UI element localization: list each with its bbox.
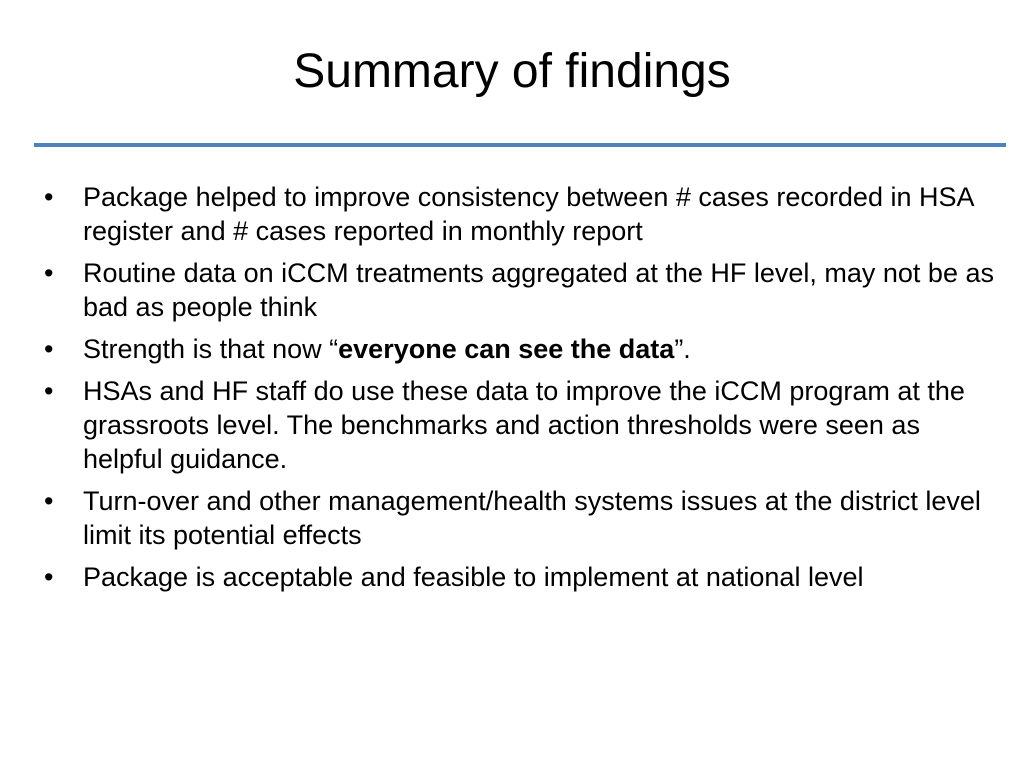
bullet-item xyxy=(44,180,994,248)
bullet-item xyxy=(44,332,994,366)
bullet-text: HSAs and HF staff do use these data to improve the iCCM program at the grassroots level. The benchmarks and action thresholds were seen as helpful guidance. xyxy=(83,376,965,474)
bullet-text: Turn-over and other management/health systems issues at the district level limit its potential effects xyxy=(83,486,981,550)
bullet-text-prefix: Strength is that now “ xyxy=(83,334,339,364)
bullet-text: Routine data on iCCM treatments aggregated at the HF level, may not be as bad as people think xyxy=(83,258,994,322)
bullet-dot-icon: • xyxy=(44,562,54,592)
bullet-dot-icon: • xyxy=(44,258,54,288)
bullet-item xyxy=(44,484,994,552)
bullet-item xyxy=(44,374,994,476)
bullet-text-suffix: ”. xyxy=(674,334,691,364)
bullet-dot-icon: • xyxy=(44,486,54,516)
bullet-list xyxy=(44,180,994,602)
bullet-text: Package helped to improve consistency between # cases recorded in HSA register and # cases reported in monthly report xyxy=(83,182,974,246)
bullet-text xyxy=(83,332,994,366)
bullet-dot-icon: • xyxy=(44,376,54,406)
bullet-text: Package is acceptable and feasible to implement at national level xyxy=(83,562,864,592)
title-divider xyxy=(34,143,1006,147)
bullet-dot-icon: • xyxy=(44,182,54,212)
bullet-dot-icon: • xyxy=(44,334,54,364)
bullet-text-emphasis: everyone can see the data xyxy=(338,334,675,364)
bullet-item xyxy=(44,560,994,594)
bullet-item xyxy=(44,256,994,324)
slide-title: Summary of findings xyxy=(293,45,731,98)
